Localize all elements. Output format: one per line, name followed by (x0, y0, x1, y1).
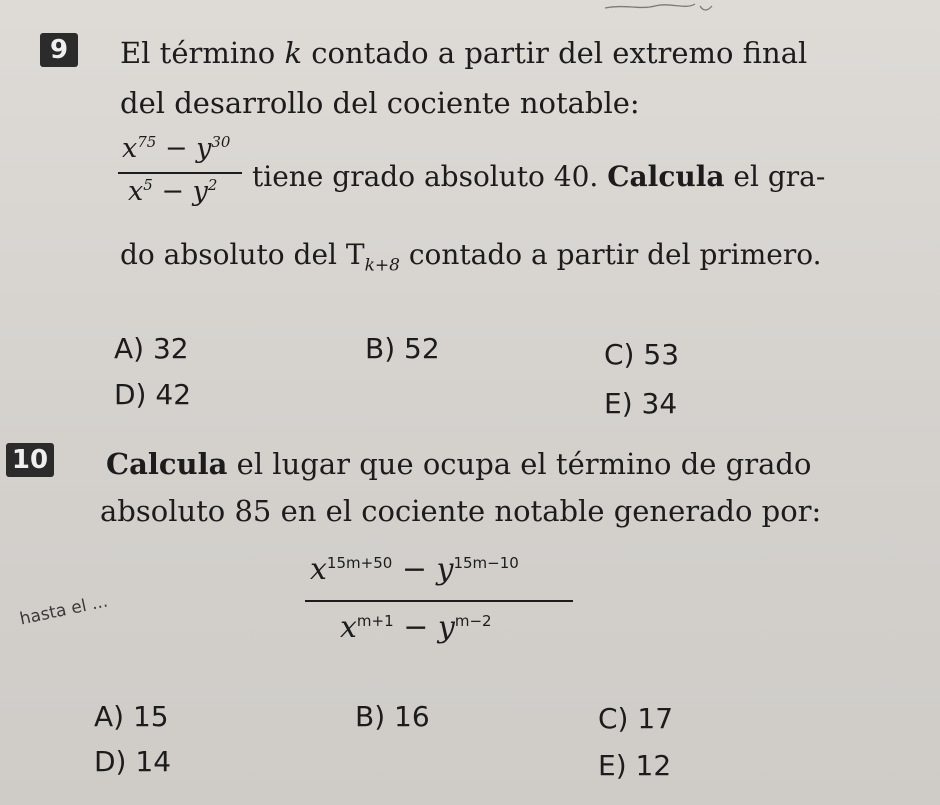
q10-option-a[interactable]: A) 15 (94, 700, 169, 733)
q10-den-minus: − (393, 610, 438, 645)
q9-den-y-exponent: 2 (207, 176, 218, 194)
q10-num-x-exponent: 15m+50 (326, 554, 393, 572)
q10-fraction-denominator (340, 610, 492, 645)
q9-option-a[interactable]: A) 32 (114, 332, 189, 365)
q10-option-d[interactable]: D) 14 (94, 745, 172, 778)
q10-line-1 (106, 447, 811, 482)
q9-line-1 (120, 36, 807, 71)
q10-line-1-bold: Calcula (106, 447, 228, 481)
q10-den-y: y (437, 610, 455, 645)
q9-option-d[interactable]: D) 42 (114, 378, 192, 411)
q10-den-x-exponent: m+1 (356, 612, 394, 630)
q9-option-e[interactable]: E) 34 (604, 387, 678, 420)
q9-den-x-exponent: 5 (143, 176, 153, 194)
q10-num-y-exponent: 15m−10 (453, 554, 519, 572)
q9-line-3-pre: tiene grado absoluto 40. (252, 160, 608, 193)
q9-option-b[interactable]: B) 52 (365, 332, 440, 365)
q9-num-x-exponent: 75 (137, 133, 157, 151)
pencil-scribble (600, 0, 720, 20)
q9-line-3 (252, 160, 825, 194)
q9-line-1-post: contado a partir del extremo final (302, 36, 808, 70)
q9-line-4-subscript: k+8 (364, 255, 400, 276)
q9-fraction-bar (118, 172, 242, 174)
q10-num-minus: − (392, 552, 437, 587)
q10-option-c[interactable]: C) 17 (598, 702, 674, 735)
q10-num-x: x (310, 552, 327, 587)
handwritten-note: hasta el ... (18, 591, 110, 630)
q9-den-x: x (128, 176, 144, 207)
q9-den-minus: − (152, 176, 193, 207)
q10-option-b[interactable]: B) 16 (355, 700, 430, 733)
q9-fraction-numerator (122, 133, 230, 164)
q9-den-y: y (192, 176, 208, 207)
q9-k-variable: k (284, 36, 303, 70)
q10-num-y: y (436, 552, 454, 587)
q9-num-minus: − (156, 133, 197, 164)
q9-num-y: y (196, 133, 212, 164)
q10-option-e[interactable]: E) 12 (598, 749, 672, 782)
q9-line-2: del desarrollo del cociente notable: (120, 86, 640, 120)
q9-fraction-denominator (128, 176, 217, 207)
q10-den-y-exponent: m−2 (454, 612, 492, 630)
q10-den-x: x (340, 610, 357, 645)
question-number-10: 10 (6, 443, 54, 477)
q9-line-3-bold: Calcula (607, 160, 725, 193)
q9-line-4-post: contado a partir del primero. (399, 238, 822, 271)
q10-line-2: absoluto 85 en el cociente notable generado por: (100, 494, 822, 528)
q9-line-4 (120, 238, 822, 276)
q9-line-3-post: el gra- (724, 160, 826, 193)
question-number-9: 9 (40, 33, 78, 67)
q9-num-y-exponent: 30 (211, 133, 231, 151)
q10-fraction-bar (305, 600, 573, 602)
q10-fraction-numerator (310, 552, 519, 587)
q10-line-1-post: el lugar que ocupa el término de grado (227, 447, 812, 481)
q9-num-x: x (122, 133, 138, 164)
q9-option-c[interactable]: C) 53 (604, 338, 680, 371)
q9-line-1-pre: El término (120, 36, 285, 70)
q9-line-4-pre: do absoluto del T (120, 238, 365, 271)
